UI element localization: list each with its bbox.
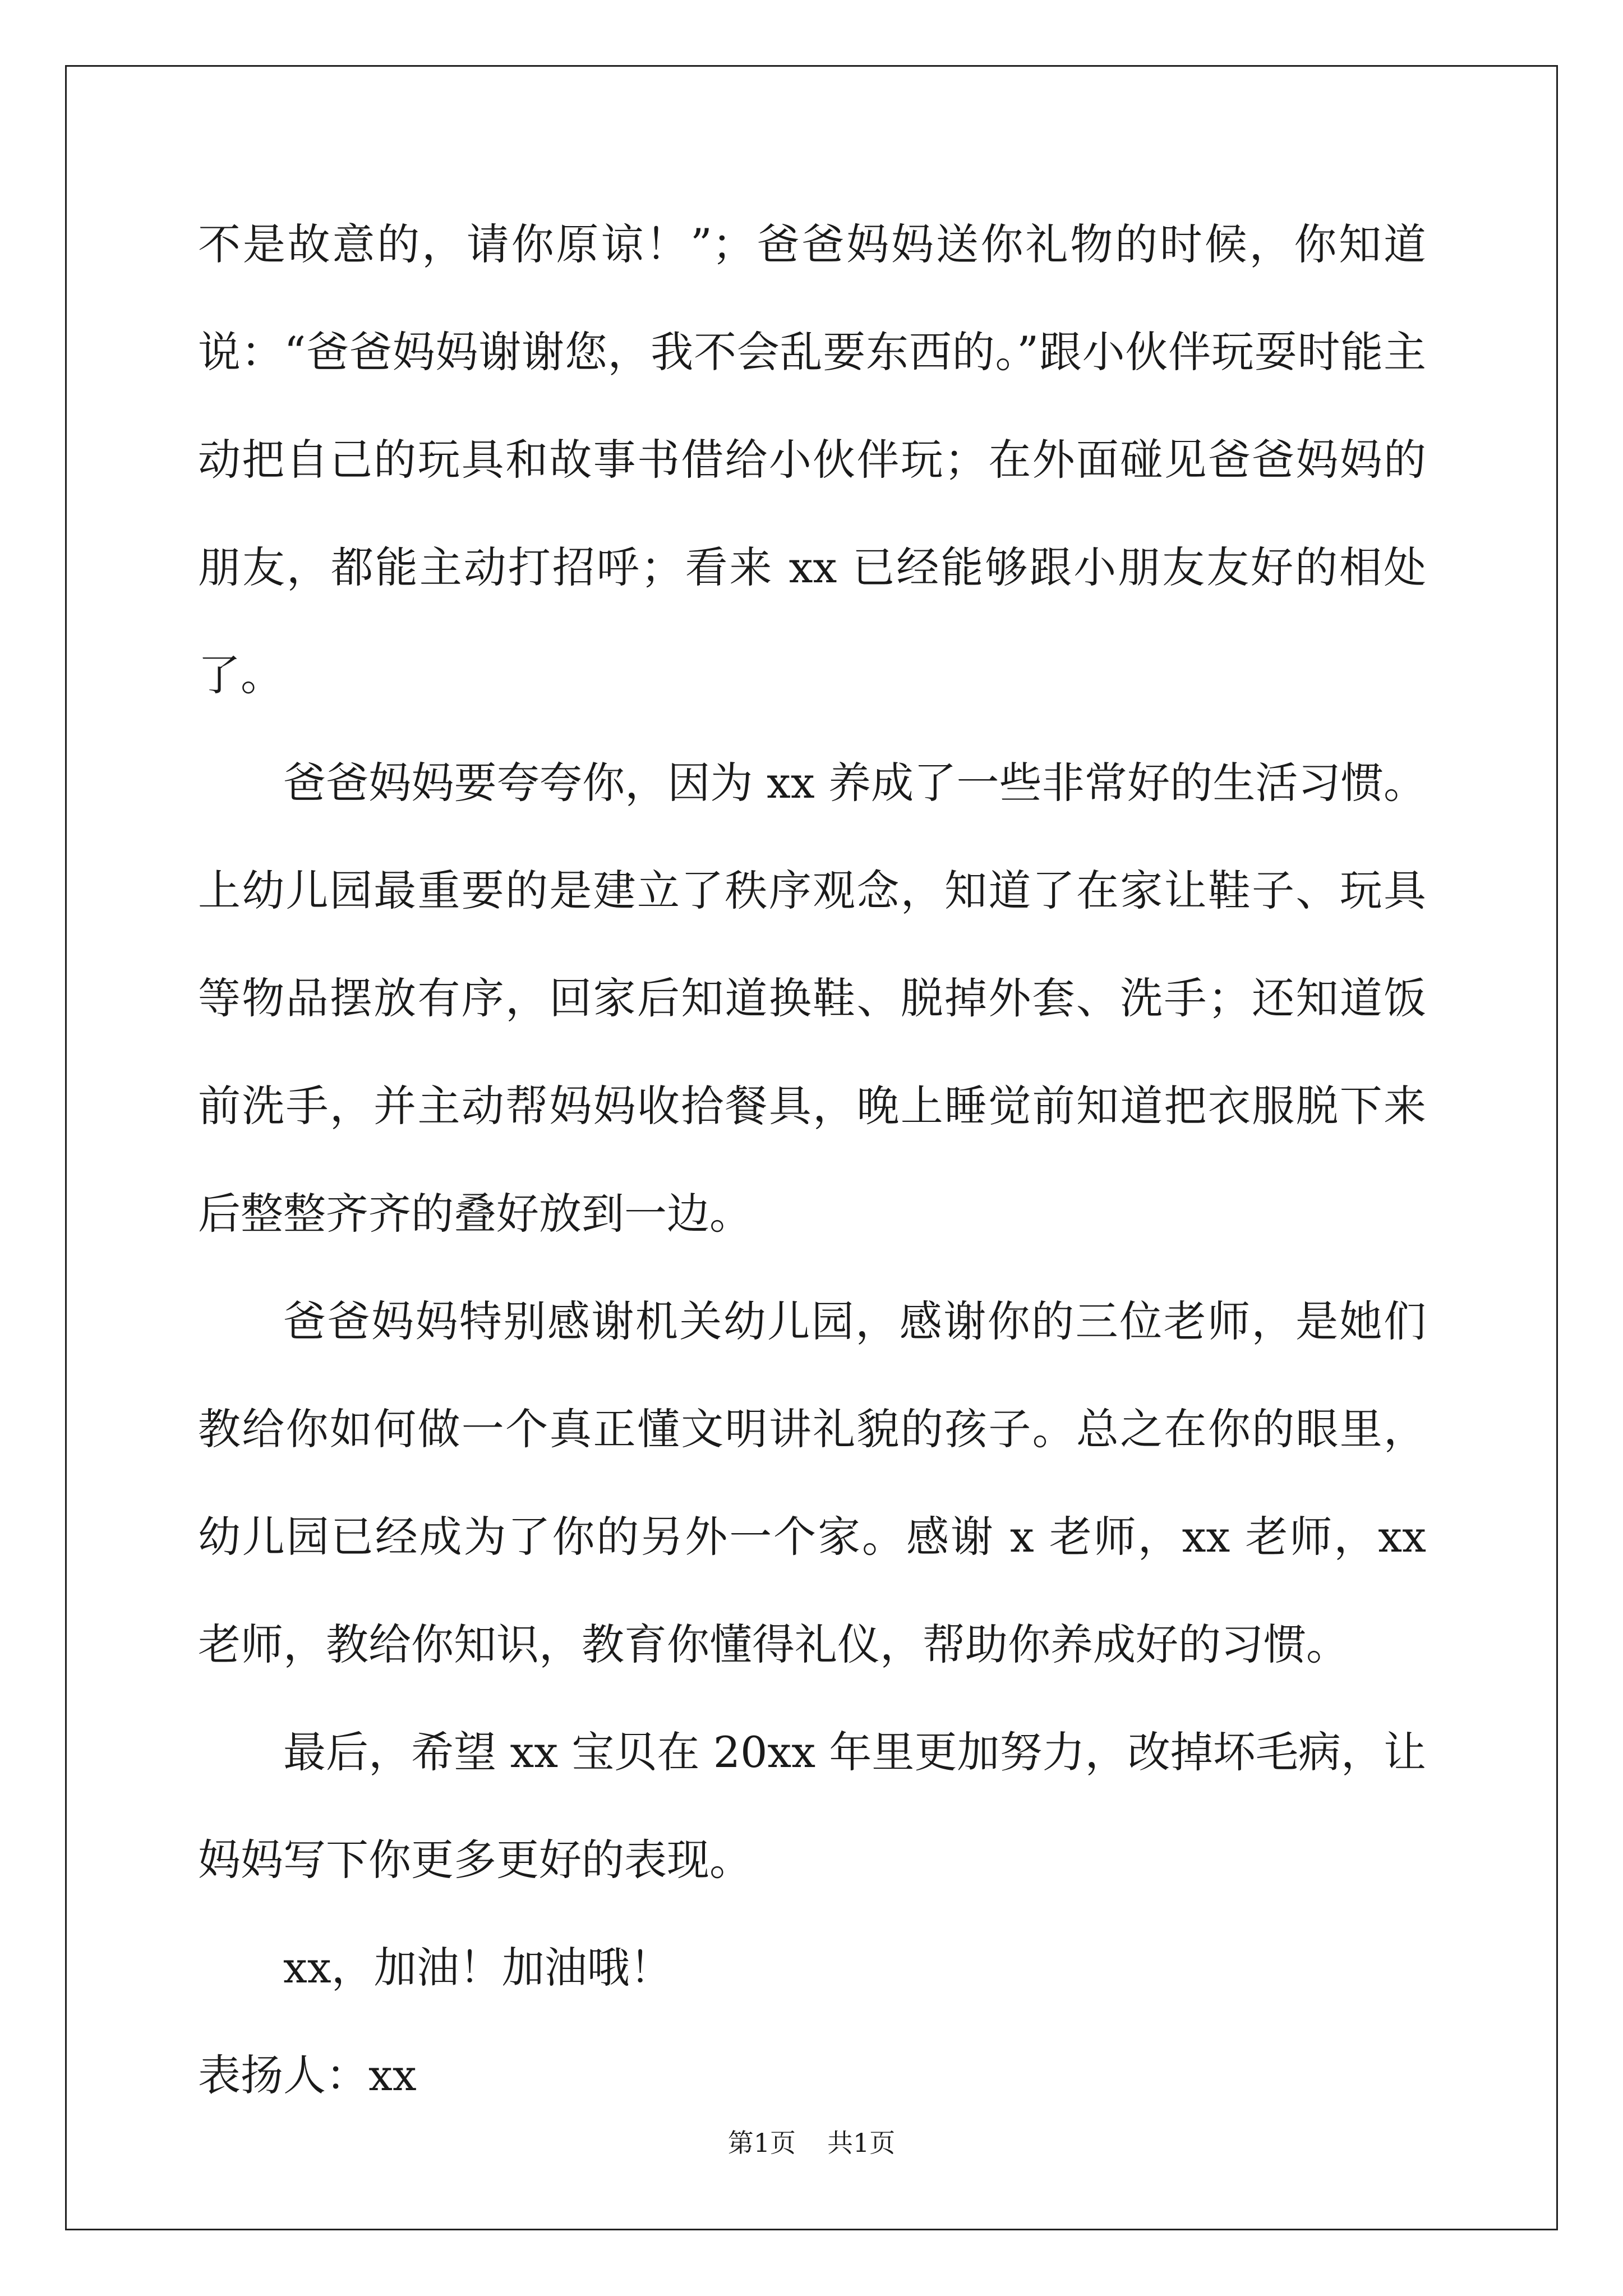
page-number: 第1页 [727, 2128, 796, 2158]
page-total: 共1页 [827, 2128, 896, 2158]
paragraph-5: xx，加油！加油哦！ [283, 1943, 672, 1993]
document-body [198, 191, 1426, 2129]
paragraph-3: 爸爸妈妈特别感谢机关幼儿园，感谢你的三位老师，是她们教给你如何做一个真正懂文明讲礼貌的孩子。总之在你的眼里，幼儿园已经成为了你的另外一个家。感谢 x 老师，xx 老师，xx 老师，教给你知识，教育你懂得礼仪，帮助你养成好的习惯。 [198, 1296, 1426, 1669]
paragraph-1: 不是故意的，请你原谅！”；爸爸妈妈送你礼物的时候，你知道说：“爸爸妈妈谢谢您，我不会乱要东西的。”跟小伙伴玩耍时能主动把自己的玩具和故事书借给小伙伴玩；在外面碰见爸爸妈妈的朋友，都能主动打招呼；看来 xx 已经能够跟小朋友友好的相处了。 [198, 219, 1426, 700]
signature-line: 表扬人：xx [198, 2050, 417, 2100]
page-footer [0, 2126, 1623, 2160]
paragraph-2: 爸爸妈妈要夸夸你，因为 xx 养成了一些非常好的生活习惯。上幼儿园最重要的是建立了秩序观念，知道了在家让鞋子、玩具等物品摆放有序，回家后知道换鞋、脱掉外套、洗手；还知道饭前洗手，并主动帮妈妈收拾餐具，晚上睡觉前知道把衣服脱下来后整整齐齐的叠好放到一边。 [198, 758, 1426, 1239]
paragraph-4: 最后，希望 xx 宝贝在 20xx 年里更加努力，改掉坏毛病，让妈妈写下你更多更好的表现。 [198, 1727, 1426, 1885]
